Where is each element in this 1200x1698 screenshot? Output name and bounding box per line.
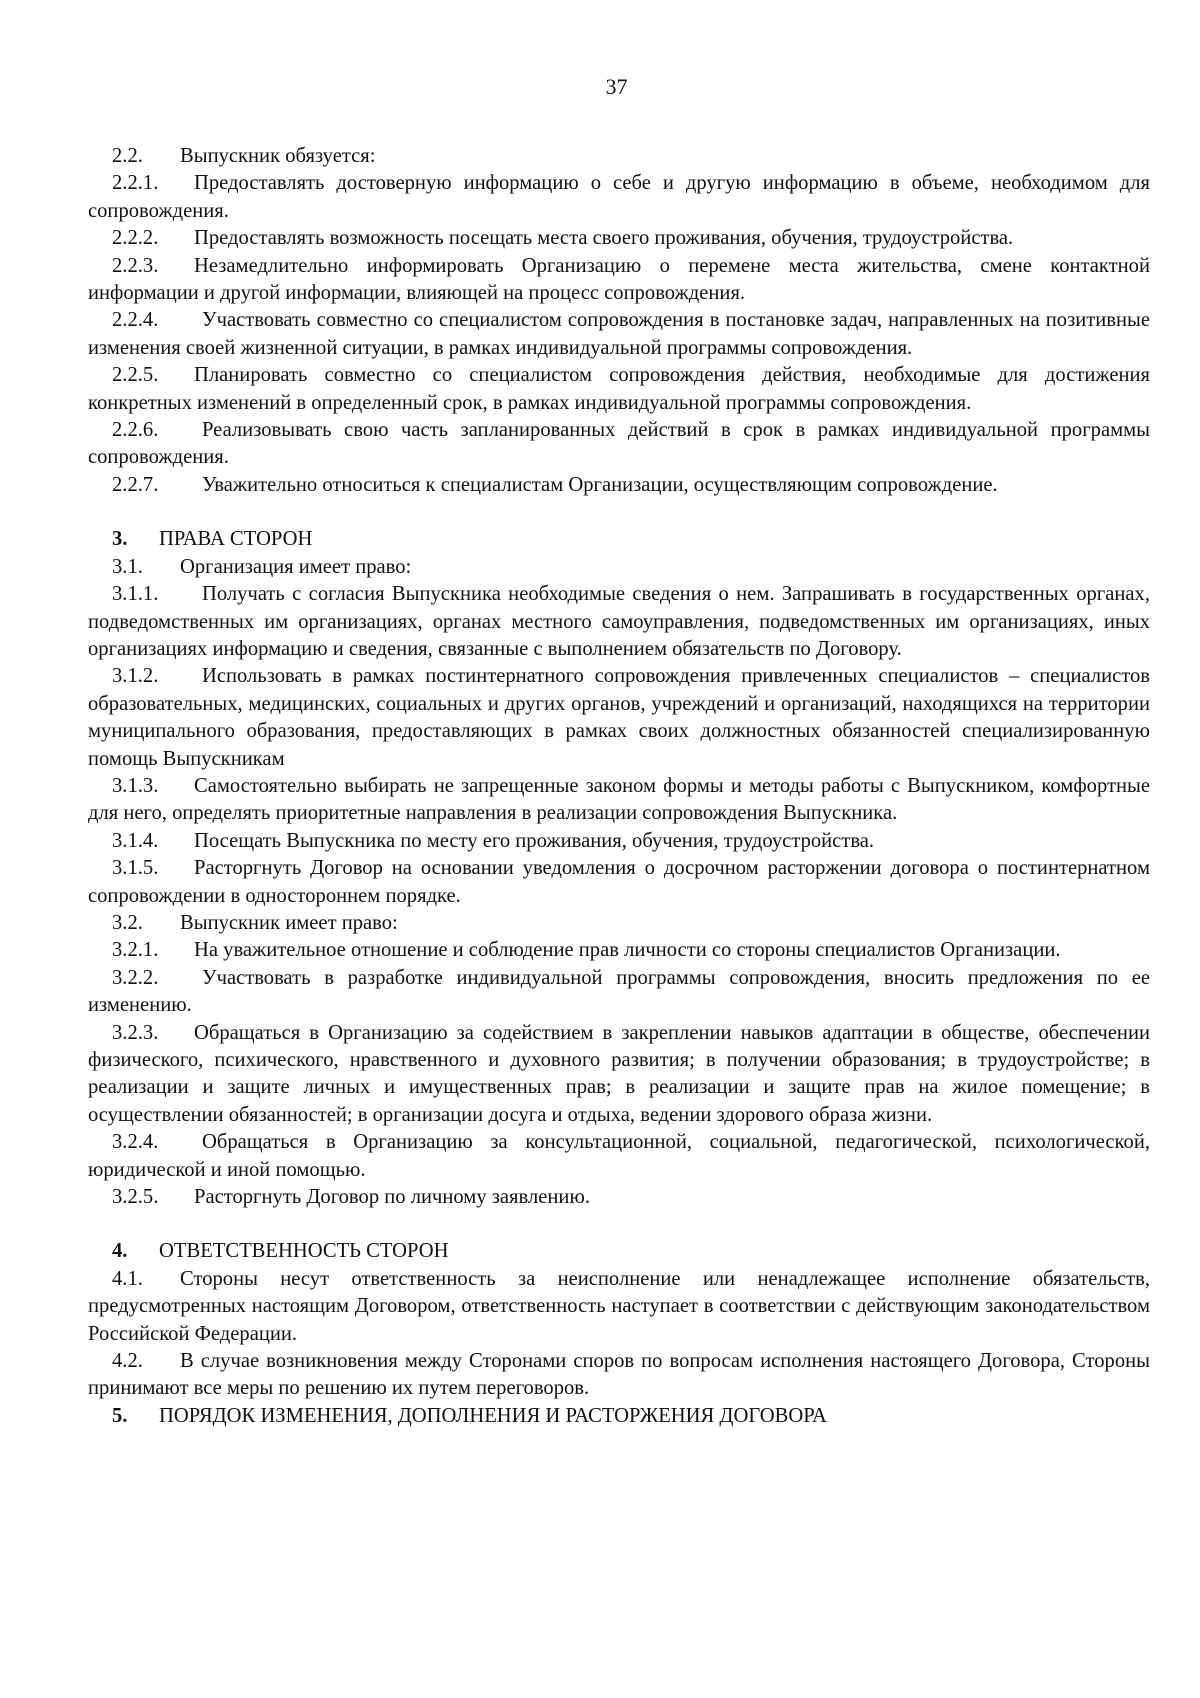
clause-number: 3.2.5.	[112, 1186, 159, 1209]
clause-number: 2.2.7.	[112, 473, 159, 496]
clause-text: На уважительное отношение и соблюдение прав личности со стороны специалистов Организации.	[194, 939, 1061, 962]
clause-number: 2.2.	[112, 145, 143, 167]
clause-text: Расторгнуть Договор на основании уведомления о досрочном расторжении договора о постинтернатном сопровождении в одностороннем порядке.	[88, 857, 1150, 907]
document-body	[88, 143, 1150, 1430]
clause-text: Выпускник имеет право:	[180, 911, 398, 934]
clause-paragraph	[88, 910, 1150, 937]
clause-number: 3.1.	[112, 555, 143, 578]
clause-text: Реализовывать свою часть запланированных действий в срок в рамках индивидуальной программы сопровождения.	[88, 419, 1150, 469]
clause-number: 3.2.	[112, 911, 143, 934]
clause-number: 3.2.2.	[112, 966, 159, 989]
section-title: ПОРЯДОК ИЗМЕНЕНИЯ, ДОПОЛНЕНИЯ И РАСТОРЖЕНИЯ ДОГОВОРА	[159, 1404, 827, 1427]
clause-paragraph	[88, 554, 1150, 581]
clause-text: Уважительно относиться к специалистам Организации, осуществляющим сопровождение.	[202, 473, 998, 496]
clause-number: 3.1.4.	[112, 829, 159, 852]
clause-paragraph	[88, 1020, 1150, 1130]
clause-number: 3.1.5.	[112, 857, 159, 880]
clause-number: 2.2.5.	[112, 364, 159, 387]
clause-text: Планировать совместно со специалистом сопровождения действия, необходимые для достижения конкретных изменений в определенный срок, в рамках индивидуальной программы сопровождения.	[88, 364, 1150, 414]
clause-number: 2.2.4.	[112, 309, 159, 332]
section-heading	[88, 526, 1150, 553]
clause-text: Обращаться в Организацию за консультационной, социальной, педагогической, психологической, юридической и иной помощью.	[88, 1131, 1150, 1181]
clause-paragraph	[88, 362, 1150, 417]
section-heading	[88, 1403, 1150, 1430]
section-heading	[88, 1238, 1150, 1265]
clause-text: Стороны несут ответственность за неисполнение или ненадлежащее исполнение обязательств, предусмотренных настоящим Договором, ответственность наступает в соответствии с действующим законодательством Российской Федерации.	[88, 1267, 1150, 1345]
section-title: ПРАВА СТОРОН	[159, 528, 313, 551]
clause-paragraph	[88, 663, 1150, 773]
clause-paragraph	[88, 170, 1150, 225]
clause-paragraph	[88, 307, 1150, 362]
clause-number: 2.2.1.	[112, 172, 159, 195]
clause-paragraph	[88, 1129, 1150, 1184]
clause-paragraph	[88, 937, 1150, 964]
section-spacer	[88, 1211, 1150, 1238]
clause-number: 4.1.	[112, 1267, 143, 1290]
page-number: 37	[605, 74, 628, 99]
clause-text: Выпускник обязуется:	[180, 145, 376, 167]
clause-number: 4.2.	[112, 1350, 143, 1373]
section-number: 3.	[112, 528, 128, 551]
clause-number: 2.2.6.	[112, 419, 159, 442]
clause-number: 3.2.1.	[112, 939, 159, 962]
section-title: ОТВЕТСТВЕННОСТЬ СТОРОН	[159, 1240, 449, 1263]
clause-text: Посещать Выпускника по месту его проживания, обучения, трудоустройства.	[194, 829, 875, 852]
clause-paragraph	[88, 828, 1150, 855]
clause-paragraph	[88, 143, 1150, 170]
clause-text: Предоставлять возможность посещать места своего проживания, обучения, трудоустройства.	[194, 227, 1014, 250]
clause-paragraph	[88, 472, 1150, 499]
clause-number: 3.2.3.	[112, 1021, 159, 1044]
clause-text: Незамедлительно информировать Организацию о перемене места жительства, смене контактной информации и другой информации, влияющей на процесс сопровождения.	[88, 254, 1150, 305]
clause-number: 3.1.3.	[112, 774, 159, 797]
clause-text: Самостоятельно выбирать не запрещенные законом формы и методы работы с Выпускником, комфортные для него, определять приоритетные направления в реализации сопровождения Выпускника.	[88, 774, 1150, 825]
clause-paragraph	[88, 965, 1150, 1020]
clause-paragraph	[88, 225, 1150, 252]
clause-number: 2.2.2.	[112, 227, 159, 250]
clause-text: В случае возникновения между Сторонами споров по вопросам исполнения настоящего Договора, Стороны принимают все меры по решению их путем переговоров.	[88, 1350, 1150, 1400]
clause-paragraph	[88, 1266, 1150, 1348]
clause-text: Участвовать в разработке индивидуальной программы сопровождения, вносить предложения по ее изменению.	[88, 966, 1150, 1017]
clause-paragraph	[88, 1184, 1150, 1211]
clause-text: Организация имеет право:	[180, 555, 412, 578]
clause-text: Использовать в рамках постинтернатного сопровождения привлеченных специалистов – специалистов образовательных, медицинских, социальных и других органов, учреждений и организаций, находящихся на территории муниципального образования, предоставляющих в рамках своих должностных обязанностей специализированную помощь Выпускникам	[88, 665, 1150, 770]
section-number: 4.	[112, 1240, 128, 1263]
clause-paragraph	[88, 855, 1150, 910]
clause-number: 2.2.3.	[112, 254, 159, 277]
section-number: 5.	[112, 1404, 128, 1427]
section-spacer	[88, 499, 1150, 526]
clause-text: Участвовать совместно со специалистом сопровождения в постановке задач, направленных на позитивные изменения своей жизненной ситуации, в рамках индивидуальной программы сопровождения.	[88, 309, 1150, 359]
clause-paragraph	[88, 417, 1150, 472]
clause-paragraph	[88, 253, 1150, 308]
clause-number: 3.2.4.	[112, 1131, 159, 1154]
clause-paragraph	[88, 773, 1150, 828]
clause-text: Расторгнуть Договор по личному заявлению.	[194, 1186, 590, 1209]
clause-text: Предоставлять достоверную информацию о себе и другую информацию в объеме, необходимом для сопровождения.	[88, 172, 1150, 222]
clause-paragraph	[88, 581, 1150, 663]
clause-text: Обращаться в Организацию за содействием в закреплении навыков адаптации в обществе, обеспечении физического, психического, нравственного и духовного развития; в получении образования; в трудоустройстве; в реализации и защите личных и имущественных прав; в реализации и защите прав на жилое помещение; в осуществлении обязанностей; в организации досуга и отдыха, ведении здорового образа жизни.	[88, 1021, 1150, 1126]
clause-number: 3.1.2.	[112, 665, 159, 688]
clause-paragraph	[88, 1348, 1150, 1403]
clause-number: 3.1.1.	[112, 583, 159, 606]
clause-text: Получать с согласия Выпускника необходимые сведения о нем. Запрашивать в государственных органах, подведомственных им организациях, органах местного самоуправления, подведомственных им организациях, иных организациях информацию и сведения, связанные с выполнением обязательств по Договору.	[88, 583, 1150, 660]
